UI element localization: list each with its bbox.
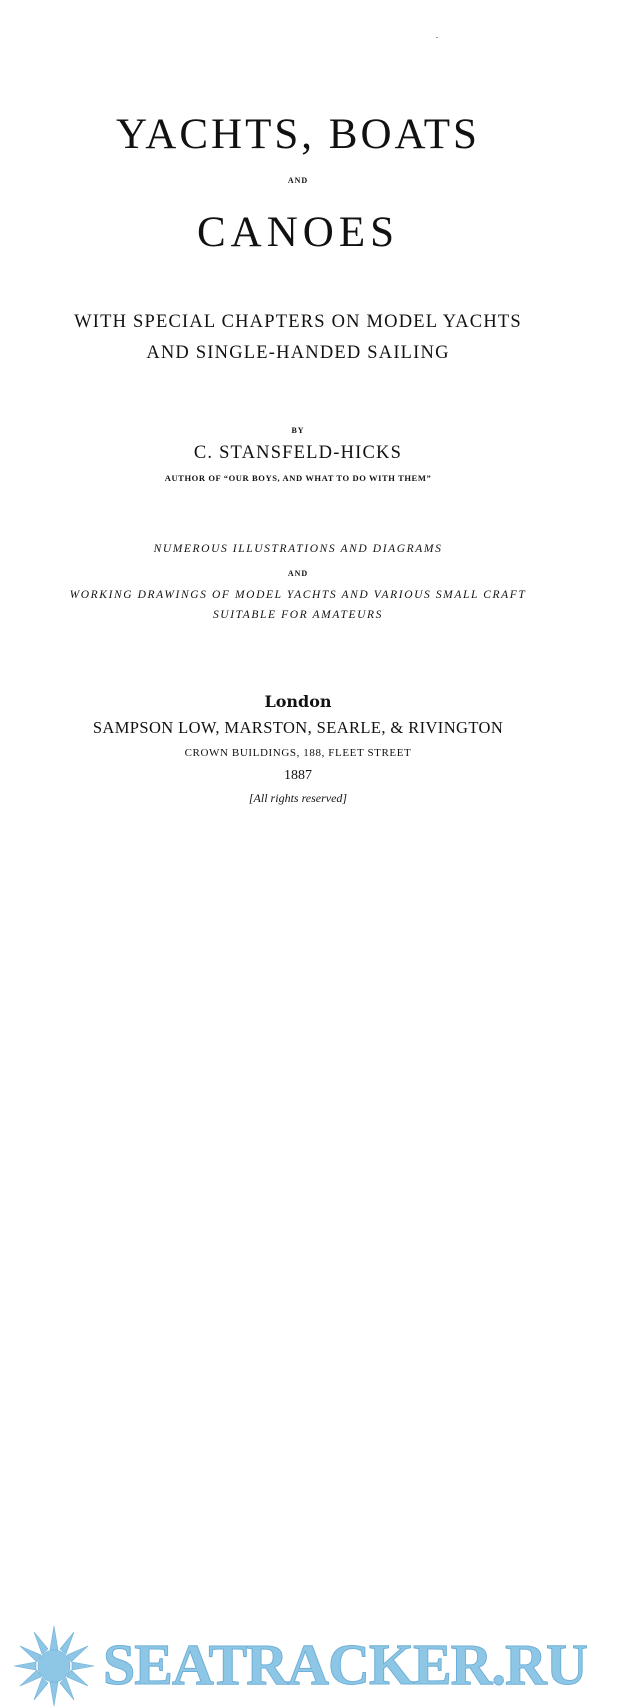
subtitle-line1: WITH SPECIAL CHAPTERS ON MODEL YACHTS bbox=[74, 312, 522, 332]
watermark-text: SEATRACKER.RU bbox=[103, 1632, 587, 1697]
book-title-line1: YACHTS, BOATS bbox=[116, 111, 480, 158]
illustrations-line3: SUITABLE FOR AMATEURS bbox=[212, 609, 384, 621]
author-note: AUTHOR OF “OUR BOYS, AND WHAT TO DO WITH THEM” bbox=[164, 473, 432, 483]
book-title-line2: CANOES bbox=[196, 209, 400, 256]
illustrations-conjunction: AND bbox=[287, 569, 309, 578]
author-name: C. STANSFELD-HICKS bbox=[193, 443, 403, 463]
imprint-publisher: SAMPSON LOW, MARSTON, SEARLE, & RIVINGTON bbox=[92, 718, 504, 737]
by-label: BY bbox=[291, 426, 305, 435]
subtitle-line2: AND SINGLE-HANDED SAILING bbox=[146, 343, 450, 363]
imprint-address: CROWN BUILDINGS, 188, FLEET STREET bbox=[184, 747, 412, 759]
sun-icon bbox=[12, 1624, 96, 1708]
paper-speck bbox=[436, 37, 438, 38]
illustrations-line2: WORKING DRAWINGS OF MODEL YACHTS AND VARIOUS SMALL CRAFT bbox=[69, 589, 527, 601]
title-conjunction: AND bbox=[287, 176, 309, 185]
illustrations-line1: NUMEROUS ILLUSTRATIONS AND DIAGRAMS bbox=[153, 543, 443, 555]
watermark bbox=[0, 810, 635, 1697]
imprint-year: 1887 bbox=[284, 768, 312, 783]
imprint-rights: [All rights reserved] bbox=[248, 791, 348, 805]
imprint-city: London bbox=[264, 692, 332, 711]
